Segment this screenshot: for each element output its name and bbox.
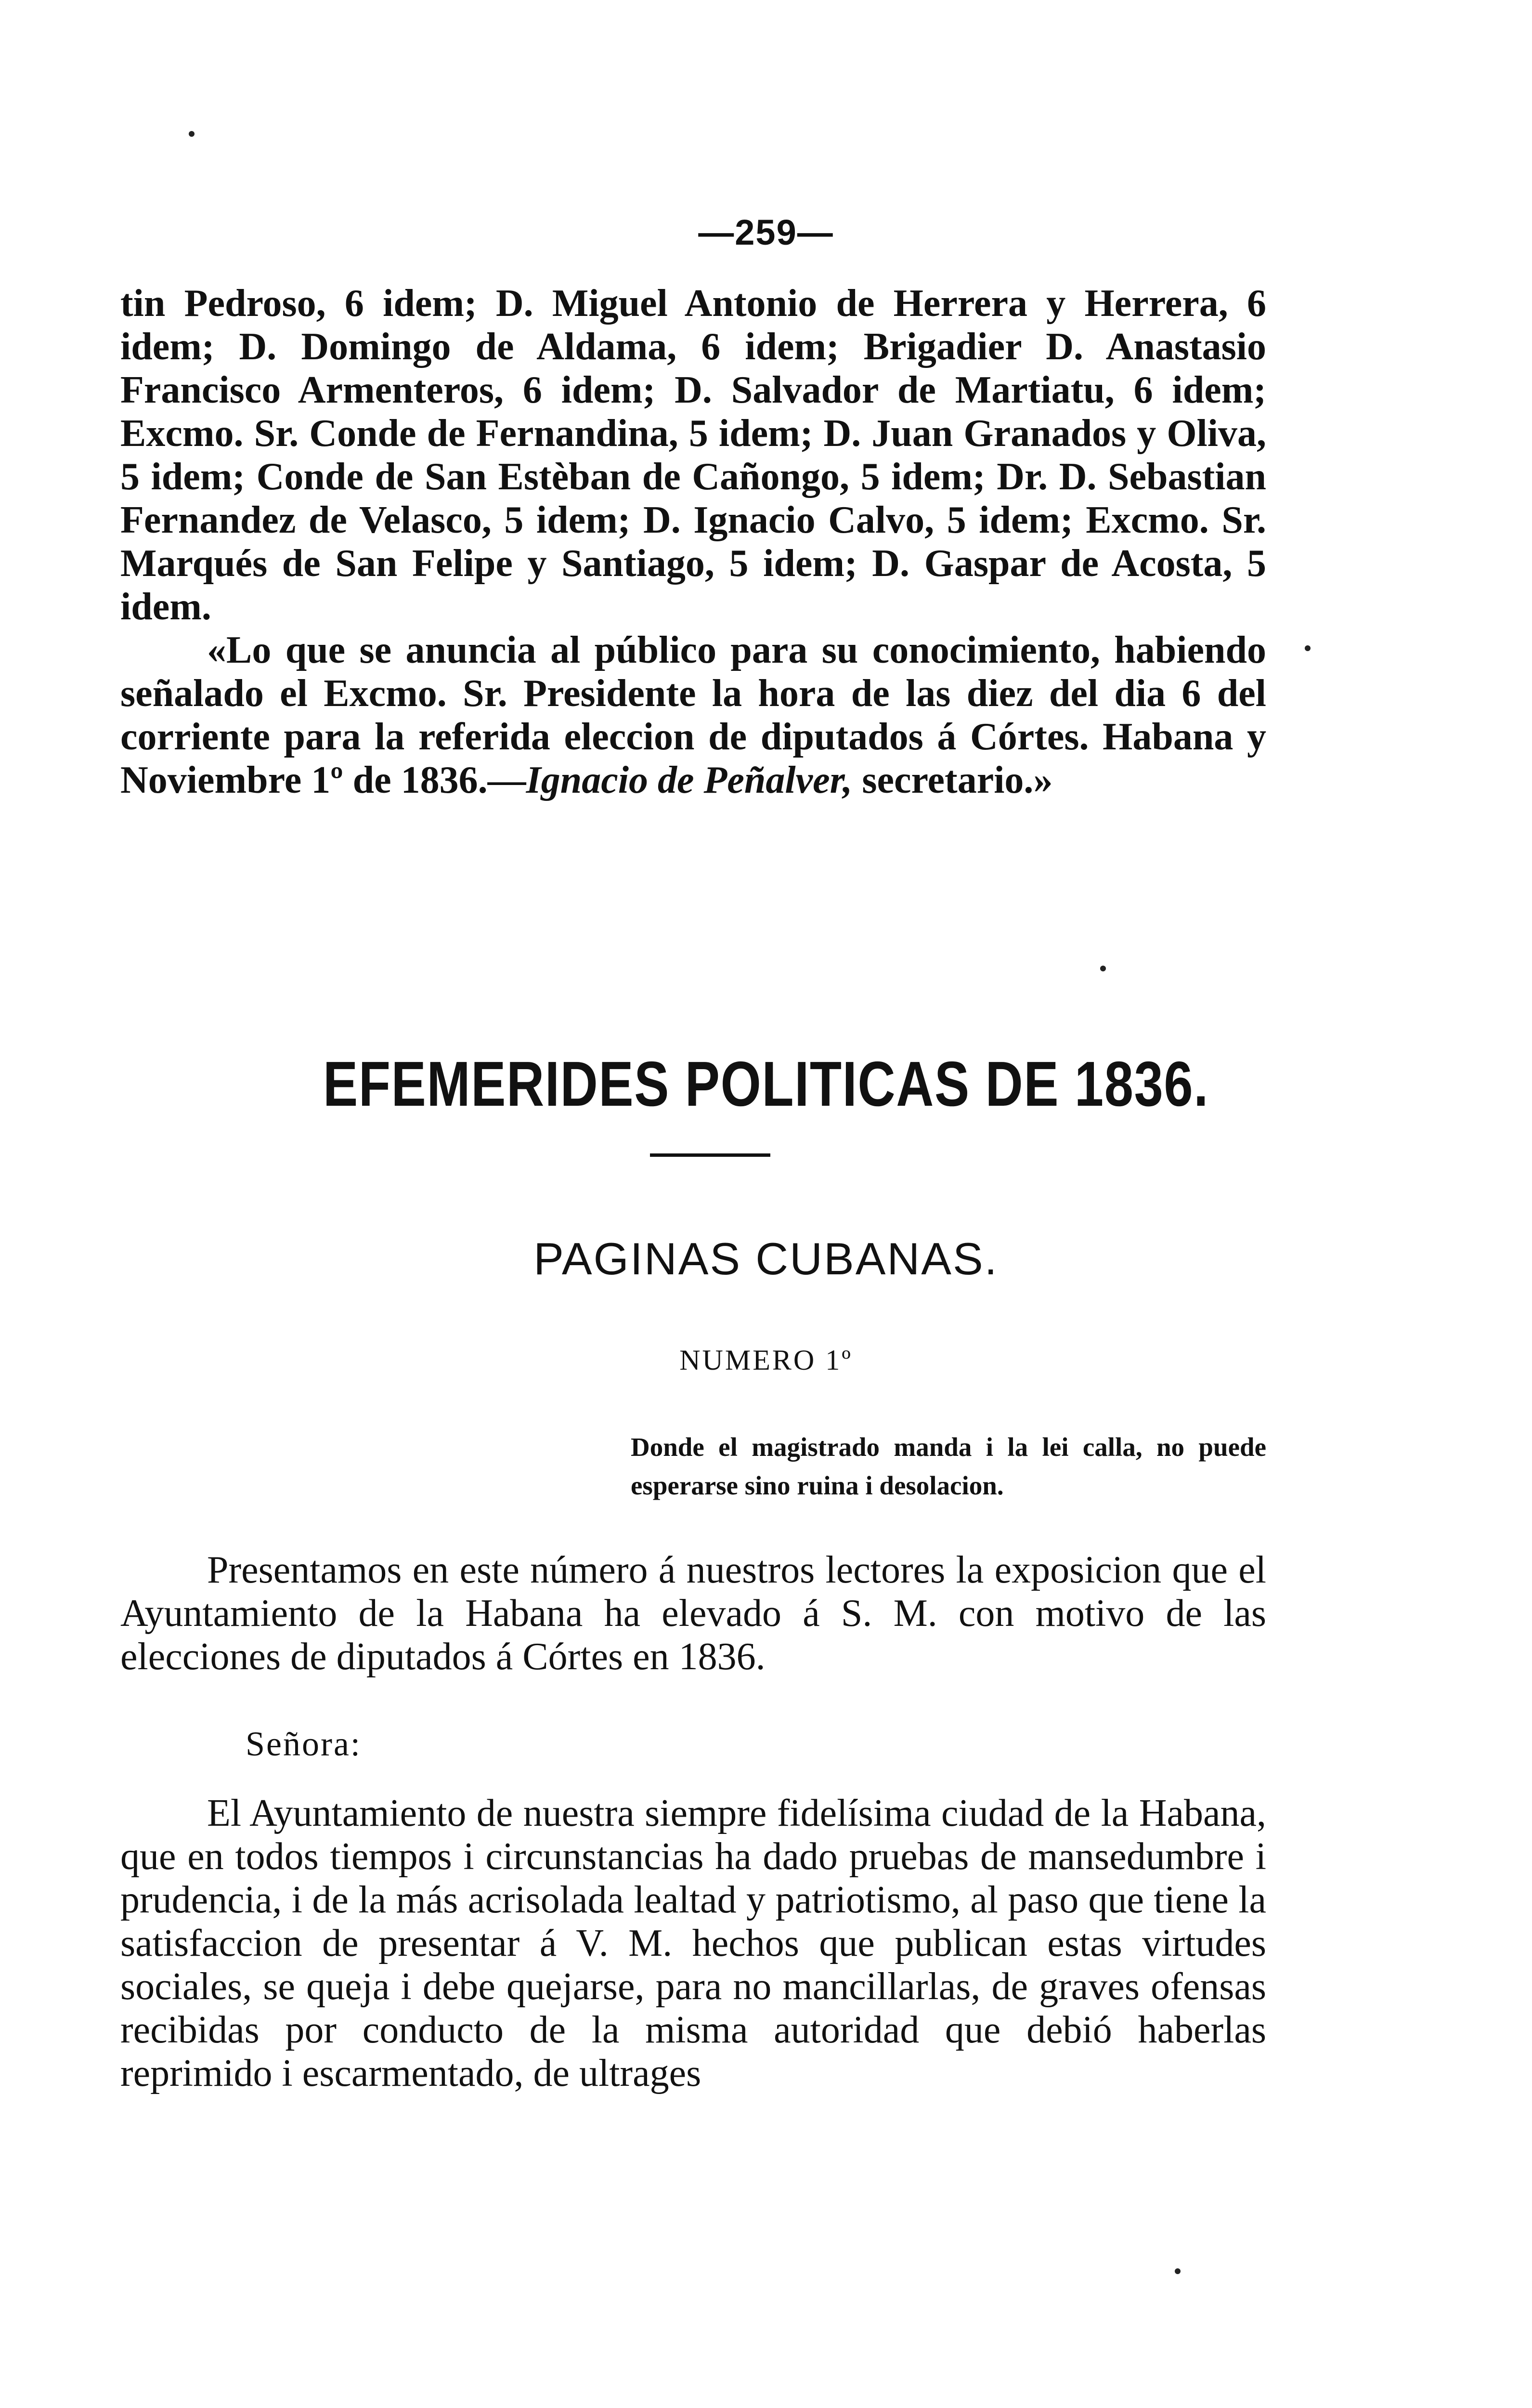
continuation-paragraph xyxy=(120,282,1266,802)
epigraph-text: Donde el magistrado manda i la lei calla, no puede esperarse sino ruina i desolacion. xyxy=(631,1432,1266,1500)
intro-paragraph xyxy=(120,1548,1266,1678)
section-title: EFEMERIDES POLITICAS DE 1836. xyxy=(323,1048,1209,1119)
section-subtitle: PAGINAS CUBANAS. xyxy=(533,1233,999,1284)
signature-role: secretario.» xyxy=(852,759,1053,801)
body-paragraph xyxy=(120,1792,1266,2095)
print-speck xyxy=(1100,966,1106,971)
announcement-text: «Lo que se anuncia al público para su conocimiento, habiendo señalado el Excmo. Sr. Presidente la hora de las diez del dia 6 del corriente para la referida eleccion de diputados á Córtes. Habana y Noviembre 1º de 1836.— xyxy=(120,629,1266,801)
body-text: El Ayuntamiento de nuestra siempre fidelísima ciudad de la Habana, que en todos tiempos i circunstancias ha dado pruebas de mansedumbre i prudencia, i de la más acrisolada lealtad y patriotismo, al paso que tiene la satisfaccion de presentar á V. M. hechos que publican estas virtudes sociales, se queja i debe quejarse, para no mancillarlas, de graves ofensas recibidas por conducto de la misma autoridad que debió haberlas reprimido i escarmentado, de ultrages xyxy=(120,1792,1266,2094)
page-number: —259— xyxy=(698,212,834,252)
epigraph xyxy=(631,1428,1266,1505)
intro-text: Presentamos en este número á nuestros lectores la exposicion que el Ayuntamiento de la Habana ha elevado á S. M. con motivo de las elecciones de diputados á Córtes en 1836. xyxy=(120,1549,1266,1678)
signature-name: Ignacio de Peñalver, xyxy=(526,759,853,801)
print-speck xyxy=(189,131,195,137)
print-speck xyxy=(1175,2268,1181,2274)
issue-number: NUMERO 1º xyxy=(679,1344,853,1376)
print-speck xyxy=(1305,645,1311,651)
announcement-paragraph xyxy=(120,628,1266,802)
continuation-text: tin Pedroso, 6 idem; D. Miguel Antonio de Herrera y Herrera, 6 idem; D. Domingo de Aldama, 6 idem; Brigadier D. Anastasio Francisco Armenteros, 6 idem; D. Salvador de Martiatu, 6 idem; Excmo. Sr. Conde de Fernandina, 5 idem; D. Juan Granados y Oliva, 5 idem; Conde de San Estèban de Cañongo, 5 idem; Dr. D. Sebastian Fernandez de Velasco, 5 idem; D. Ignacio Calvo, 5 idem; Excmo. Sr. Marqués de San Felipe y Santiago, 5 idem; D. Gaspar de Acosta, 5 idem. xyxy=(120,282,1266,628)
title-rule xyxy=(650,1153,770,1157)
salutation: Señora: xyxy=(246,1725,362,1763)
